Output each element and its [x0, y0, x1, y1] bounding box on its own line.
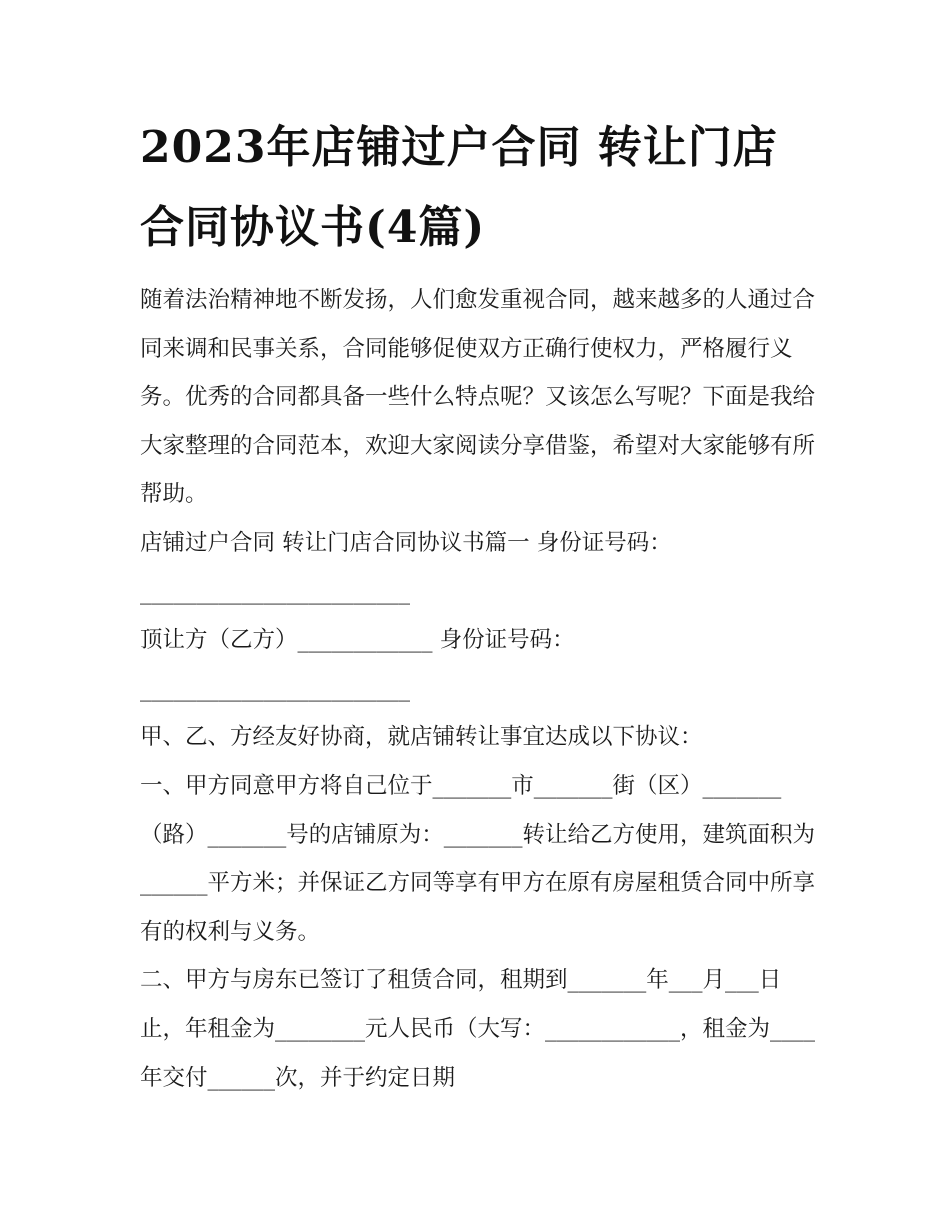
clause-2: 二、甲方与房东已签订了租赁合同，租期到_______年___月___日止，年租金为________元人民币（大写：____________，租金为____年交付______次，并于约定日期	[140, 967, 816, 1091]
transferee-line: 顶让方（乙方）____________ 身份证号码：________________________	[140, 627, 575, 702]
document-body	[140, 276, 820, 1102]
clause-1: 一、甲方同意甲方将自己位于_______市_______街（区）_______（路）_______号的店铺原为：_______转让给乙方使用，建筑面积为______平方米；并保证乙方同等享有甲方在原有房屋租赁合同中所享有的权利与义务。	[140, 772, 816, 945]
intro-paragraph: 随着法治精神地不断发扬，人们愈发重视合同，越来越多的人通过合同来调和民事关系，合同能够促使双方正确行使权力，严格履行义务。优秀的合同都具备一些什么特点呢？又该怎么写呢？下面是我给大家整理的合同范本，欢迎大家阅读分享借鉴，希望对大家能够有所帮助。	[140, 287, 816, 508]
document-title: 2023年店铺过户合同 转让门店合同协议书(4篇)	[140, 122, 778, 253]
agreement-intro: 甲、乙、方经友好协商，就店铺转让事宜达成以下协议：	[140, 724, 703, 751]
section-heading: 店铺过户合同 转让门店合同协议书篇一 身份证号码：________________________	[140, 529, 672, 605]
